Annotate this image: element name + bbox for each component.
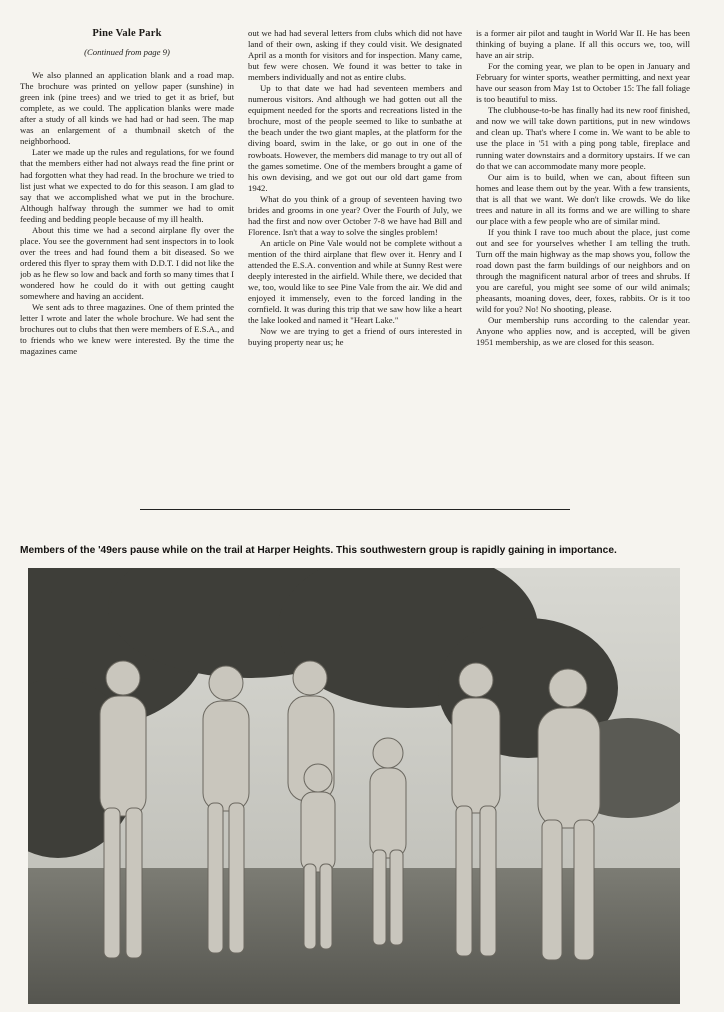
article-columns: [20, 28, 692, 498]
article-column-1: [20, 28, 234, 498]
article-heading: Pine Vale Park: [92, 28, 162, 39]
article-paragraph: We also planned an application blank and a road map. The brochure was printed on yellow paper (sunshine) in green ink (pine trees) and we tried to get it as brief, but complete, as we could. The application blanks were made after a study of all kinds we had had or had seen. The map was an enlargement of a thumbnail sketch of the neighborhood.: [20, 70, 234, 147]
section-divider: [140, 509, 570, 510]
article-paragraph: Later we made up the rules and regulations, for we found that the members either had not always read the fine print or had forgotten what they had read. In the brochure we tried to list just what we expected to do for this season. I am glad to say that we accomplished what we put in the brochure. Although halfway through the summer we had to omit feeding and bedding people because of my ill health.: [20, 147, 234, 224]
group-photo: [28, 568, 680, 1004]
photo-caption: Members of the '49ers pause while on the trail at Harper Heights. This southwestern group is rapidly gaining in importance.: [20, 545, 617, 556]
article-paragraph: For the coming year, we plan to be open in January and February for winter sports, weather permitting, and next year have our season from May 1st to October 15: The fall foliage is too beautiful to miss.: [476, 61, 690, 105]
continued-note: (Continued from page 9): [84, 47, 170, 58]
article-paragraph: We sent ads to three magazines. One of them printed the letter I wrote and later the whole brochure. We had sent the brochures out to clubs that then were members of E.S.A., and to friends who we knew were interested. By the time the magazines came: [20, 302, 234, 357]
article-paragraph: out we had had several letters from clubs which did not have land of their own, asking if they could visit. We designated April as a month for visitors and for inspection. Many came, but few were chosen. We found it was better to take in members individually and not as entire clubs.: [248, 28, 462, 83]
article-paragraph: About this time we had a second airplane fly over the place. You see the government had sent inspectors in to look over the trees and had found them a bit diseased. So we ordered this flyer to spray them with D.D.T. I did not like the job as he flew so low and back and forth so many times that I wondered how he could do it with out getting caught somewhere and having an accident.: [20, 224, 234, 302]
article-paragraph: Now we are trying to get a friend of ours interested in buying property near us; he: [248, 326, 462, 348]
article-paragraph: is a former air pilot and taught in World War II. He has been thinking of buying a plane. If all this occurs we, too, will have an air strip.: [476, 28, 690, 61]
article-column-3: [476, 28, 690, 498]
article-paragraph: Up to that date we had had seventeen members and numerous visitors. And although we had gotten out all the equipment needed for the sports and recreations listed in the brochure, most of the people seemed to like to sunbathe at the beach under the two giant maples, at the platform for the diving board, swim in the lake, or go out in one of the rowboats. However, the members did manage to try out all of the games sometime. One of the members brought a game of his own devising, and we got out our old dart game from 1942.: [248, 83, 462, 193]
article-paragraph: The clubhouse-to-be has finally had its new roof finished, and now we will take down partitions, put in new windows and clean up. That's where I come in. We want to be able to use the place in '51 with a ping pong table, fireplace and running water downstairs and a dormitory upstairs. If we can do that we can accommodate many more people.: [476, 105, 690, 171]
article-column-2: [248, 28, 462, 498]
article-paragraph: If you think I rave too much about the place, just come out and see for yourselves whether I am telling the truth. Turn off the main highway as the map shows you, follow the road down past the farm buildings of our neighbors and on through the magnificent natural arbor of trees and shrubs. If you are careful, you might see some of our wild animals; pheasants, moaning doves, deer, foxes, rabbits. Or is it too wild for you? No! No shooting, please.: [476, 226, 690, 315]
article-paragraph: Our membership runs according to the calendar year. Anyone who applies now, and is accepted, will be given 1951 membership, as we are closed for this season.: [476, 315, 690, 348]
photo-illustration: [28, 568, 680, 1004]
article-paragraph: An article on Pine Vale would not be complete without a mention of the third airplane that flew over it. Henry and I attended the E.S.A. convention and while at Sunny Rest were deeply interested in the airfield. While there, we decided that we, too, would like to see Pine Vale from the air. We did and enjoyed it immensely, even to the forced landing in the cornfield. It was during this trip that we saw how like a heart the lake looked and named it "Heart Lake.": [248, 237, 462, 326]
article-paragraph: Our aim is to build, when we can, about fifteen sun homes and lease them out by the year. With a few transients, that is all that we want. We don't like crowds. We do like trees and nature in all its forms and we are willing to share our place with a few people who are of similar mind.: [476, 171, 690, 226]
article-paragraph: What do you think of a group of seventeen having two brides and grooms in one year? Over the Fourth of July, we had the first and now over October 7-8 we have had Bill and Florence. Isn't that a way to solve the singles problem!: [248, 193, 462, 237]
